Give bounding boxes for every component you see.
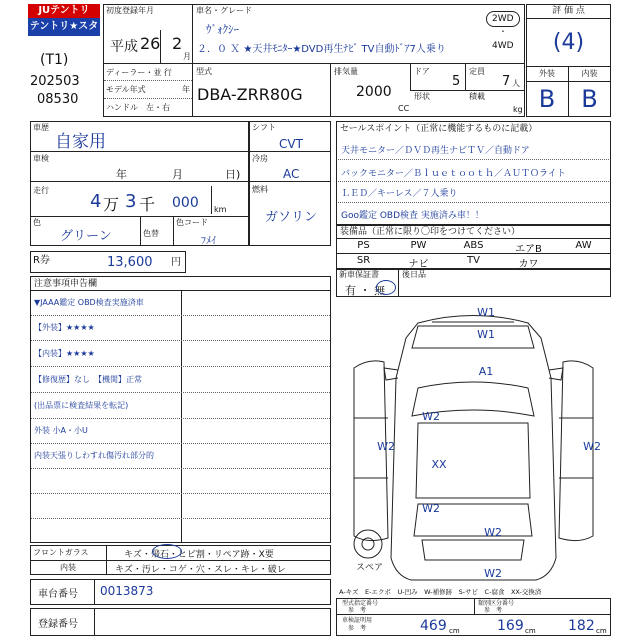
mileage-sen-value: 3 xyxy=(125,191,137,212)
sales-point-2: バックモニター／Ｂｌｕｅｔｏｏｔｈ／ＡＵＴＯライト xyxy=(341,169,566,179)
interior-label: 内装 xyxy=(581,69,598,78)
interior-cond-value: キズ・汚レ・コゲ・穴・スレ・キレ・破レ xyxy=(115,565,286,575)
reg-month-unit: 月 xyxy=(183,52,191,61)
color-code-label: 色コード xyxy=(176,218,208,227)
shift-label: シフト xyxy=(252,123,276,132)
mark-left-door: W2 xyxy=(377,440,395,453)
category-label: 類別区分番号 xyxy=(478,600,515,607)
recycle-unit: 円 xyxy=(171,257,181,268)
note-6: 外装 小A・小U xyxy=(34,426,88,435)
header-box xyxy=(103,4,525,117)
color-change-label: 色替 xyxy=(143,229,159,238)
lot-number-2: 08530 xyxy=(37,92,79,107)
note-2: 【外装】★★★★ xyxy=(34,323,95,332)
model-cert-label: 型式指定番号 xyxy=(342,600,379,607)
sales-point-1: 天井モニター／ＤＶＤ再生ナビＴＶ／自動ドア xyxy=(341,146,530,156)
inspection-year-unit: 年 xyxy=(116,168,127,181)
mark-right-door: W2 xyxy=(583,440,601,453)
usage-value: 自家用 xyxy=(55,132,106,152)
mark-tailgate: W2 xyxy=(484,526,502,539)
equip-tv: TV xyxy=(467,255,480,266)
usage-label: 車歴 xyxy=(33,123,49,132)
mark-front-bumper-2: W1 xyxy=(477,328,495,341)
car-damage-diagram xyxy=(336,298,611,583)
front-glass-label: フロントガラス xyxy=(33,548,89,557)
first-reg-label: 初度登録年月 xyxy=(106,6,154,15)
car-grade: ２．０ Ｘ ★天井ﾓﾆﾀｰ★DVD再生ﾅﾋﾞ TV自動ﾄﾞｱ7人乗り xyxy=(197,44,446,55)
reg-era: 平成 xyxy=(110,39,138,55)
damage-legend: A-キズ E-エクボ U-凹み W-補修跡 S-サビ C-腐食 XX-交換済 xyxy=(339,588,542,596)
equipment-label: 装備品（正常に限り〇印をつけてください） xyxy=(340,227,521,237)
mileage-man-value: 4 xyxy=(90,191,102,212)
car-name: ｳﾞｫｸｼｰ xyxy=(206,23,239,36)
interior-grade: B xyxy=(581,85,598,113)
spare-tire xyxy=(354,530,382,558)
score-label: 評 価 点 xyxy=(552,6,585,16)
ac-value: AC xyxy=(283,167,300,181)
exterior-label: 外装 xyxy=(539,69,555,78)
mark-rear-bumper: W2 xyxy=(484,567,502,580)
cert-length-label: 車検証明用 xyxy=(342,617,373,624)
front-glass-value: キズ・飛石・ヒビ割・リペア跡・X要 xyxy=(124,550,274,560)
note-5: (出品票に検査結果を転記) xyxy=(34,401,129,410)
drive-dot: ・ xyxy=(499,27,507,36)
equip-pw: PW xyxy=(410,240,427,251)
reg-month: 2 xyxy=(172,34,183,53)
equip-ps: PS xyxy=(357,240,370,251)
equip-navi: ナビ xyxy=(408,259,429,270)
spare-label: スペア xyxy=(356,563,384,573)
mileage-rest: 000 xyxy=(172,195,199,211)
displacement-value: 2000 xyxy=(356,84,392,100)
drive-2wd: 2WD xyxy=(492,14,514,24)
interior-cond-label: 内装 xyxy=(60,563,76,572)
door-label: ドア xyxy=(414,67,430,76)
handle-label: ハンドル 左・右 xyxy=(106,103,170,112)
mark-roof: XX xyxy=(431,458,447,471)
note-4: 【修復歴】なし 【機関】正常 xyxy=(34,375,142,384)
sales-points-label: セールスポイント（正常に機能するものに記載） xyxy=(340,124,538,134)
exterior-grade: B xyxy=(538,85,556,113)
warranty-label: 新車保証書 xyxy=(339,270,379,279)
auction-logo xyxy=(28,4,100,50)
shift-value: CVT xyxy=(279,137,303,151)
displacement-label: 排気量 xyxy=(334,67,358,76)
mileage-km: km xyxy=(214,205,227,214)
note-3: 【内装】★★★★ xyxy=(34,349,95,358)
glass-chip-circle xyxy=(152,544,182,559)
logo-top: JUテントリ xyxy=(28,4,100,18)
equip-sr: SR xyxy=(356,255,371,266)
hood xyxy=(412,326,534,348)
warranty-value: 有 ・ 無 xyxy=(345,284,385,297)
color-value: グリーン xyxy=(60,229,112,244)
model-year-label: モデル年式 xyxy=(106,85,146,94)
fuel-value: ガソリン xyxy=(265,210,318,225)
recycle-label: R券 xyxy=(33,255,50,266)
dealer-label: ディーラー・並 行 xyxy=(106,68,172,77)
capacity-value: 7 xyxy=(502,74,511,89)
note-7: 内装天張りしわすれ傷汚れ部分的 xyxy=(34,451,154,460)
mileage-man-unit: 万 xyxy=(103,195,120,214)
width-unit: cm xyxy=(596,627,607,635)
load-label: 積載 xyxy=(469,92,485,101)
reg-year: 26 xyxy=(140,34,161,53)
sales-point-4: Goo鑑定 OBD検査 実施済み車！！ xyxy=(341,211,484,221)
equip-abs: ABS xyxy=(463,240,484,251)
cert-length-ref: 参 考 xyxy=(348,625,367,632)
inspection-day-unit: 日) xyxy=(225,168,241,181)
ac-label: 冷房 xyxy=(252,154,268,163)
shape-label: 形状 xyxy=(414,92,430,101)
equip-leather: カワ xyxy=(518,259,539,270)
later-items-label: 後日品 xyxy=(402,270,426,279)
color-code-value: ﾌﾒｲ xyxy=(201,236,216,247)
mark-left-rear: W2 xyxy=(422,502,440,515)
model-label: 型式 xyxy=(196,67,212,76)
mark-hood: A1 xyxy=(478,365,494,378)
chassis-value: 0013873 xyxy=(100,584,154,598)
model-cert-ref: 参 考 xyxy=(348,607,367,614)
name-grade-label: 車名・グレード xyxy=(196,6,252,15)
chassis-label: 車台番号 xyxy=(38,589,78,600)
height-value: 169 xyxy=(497,618,524,634)
displacement-unit: CC xyxy=(398,104,410,113)
model-year-unit: 年 xyxy=(182,85,190,94)
registration-label: 登録番号 xyxy=(38,619,78,630)
category-ref: 参 考 xyxy=(484,607,503,614)
door-value: 5 xyxy=(452,74,461,89)
sales-point-3: ＬＥＤ／キーレス／７人乗り xyxy=(341,189,458,199)
fuel-label: 燃料 xyxy=(252,185,268,194)
mileage-sen-unit: 千 xyxy=(139,195,156,214)
inspection-label: 車検 xyxy=(33,154,49,163)
length-unit: cm xyxy=(449,627,460,635)
model-value: DBA-ZRR80G xyxy=(197,85,303,104)
mark-left-front: W2 xyxy=(422,410,440,423)
capacity-label: 定員 xyxy=(469,67,485,76)
note-1: ▼JAAA鑑定 OBD検査実施済車 xyxy=(34,298,144,307)
length-value: 469 xyxy=(420,618,447,634)
warranty-none-circle xyxy=(376,280,396,295)
height-unit: cm xyxy=(525,627,536,635)
color-label: 色 xyxy=(33,218,41,227)
score-value: (4) xyxy=(552,30,585,55)
recycle-amount: 13,600 xyxy=(107,255,153,270)
equip-aw: AW xyxy=(575,240,592,251)
inspection-month-unit: 月 xyxy=(172,168,183,181)
equip-airbag: エアB xyxy=(515,244,542,255)
lot-code: (T1) xyxy=(40,52,69,68)
mileage-label: 走行 xyxy=(33,186,49,195)
capacity-unit: 人 xyxy=(512,79,520,88)
logo-bottom: テントリ★スター xyxy=(28,18,100,36)
mark-front-bumper: W1 xyxy=(477,306,495,319)
load-unit: kg xyxy=(513,105,523,114)
width-value: 182 xyxy=(568,618,595,634)
lot-number-1: 202503 xyxy=(30,74,80,89)
drive-4wd: 4WD xyxy=(492,41,514,51)
notes-label: 注意事項申告欄 xyxy=(34,279,98,289)
